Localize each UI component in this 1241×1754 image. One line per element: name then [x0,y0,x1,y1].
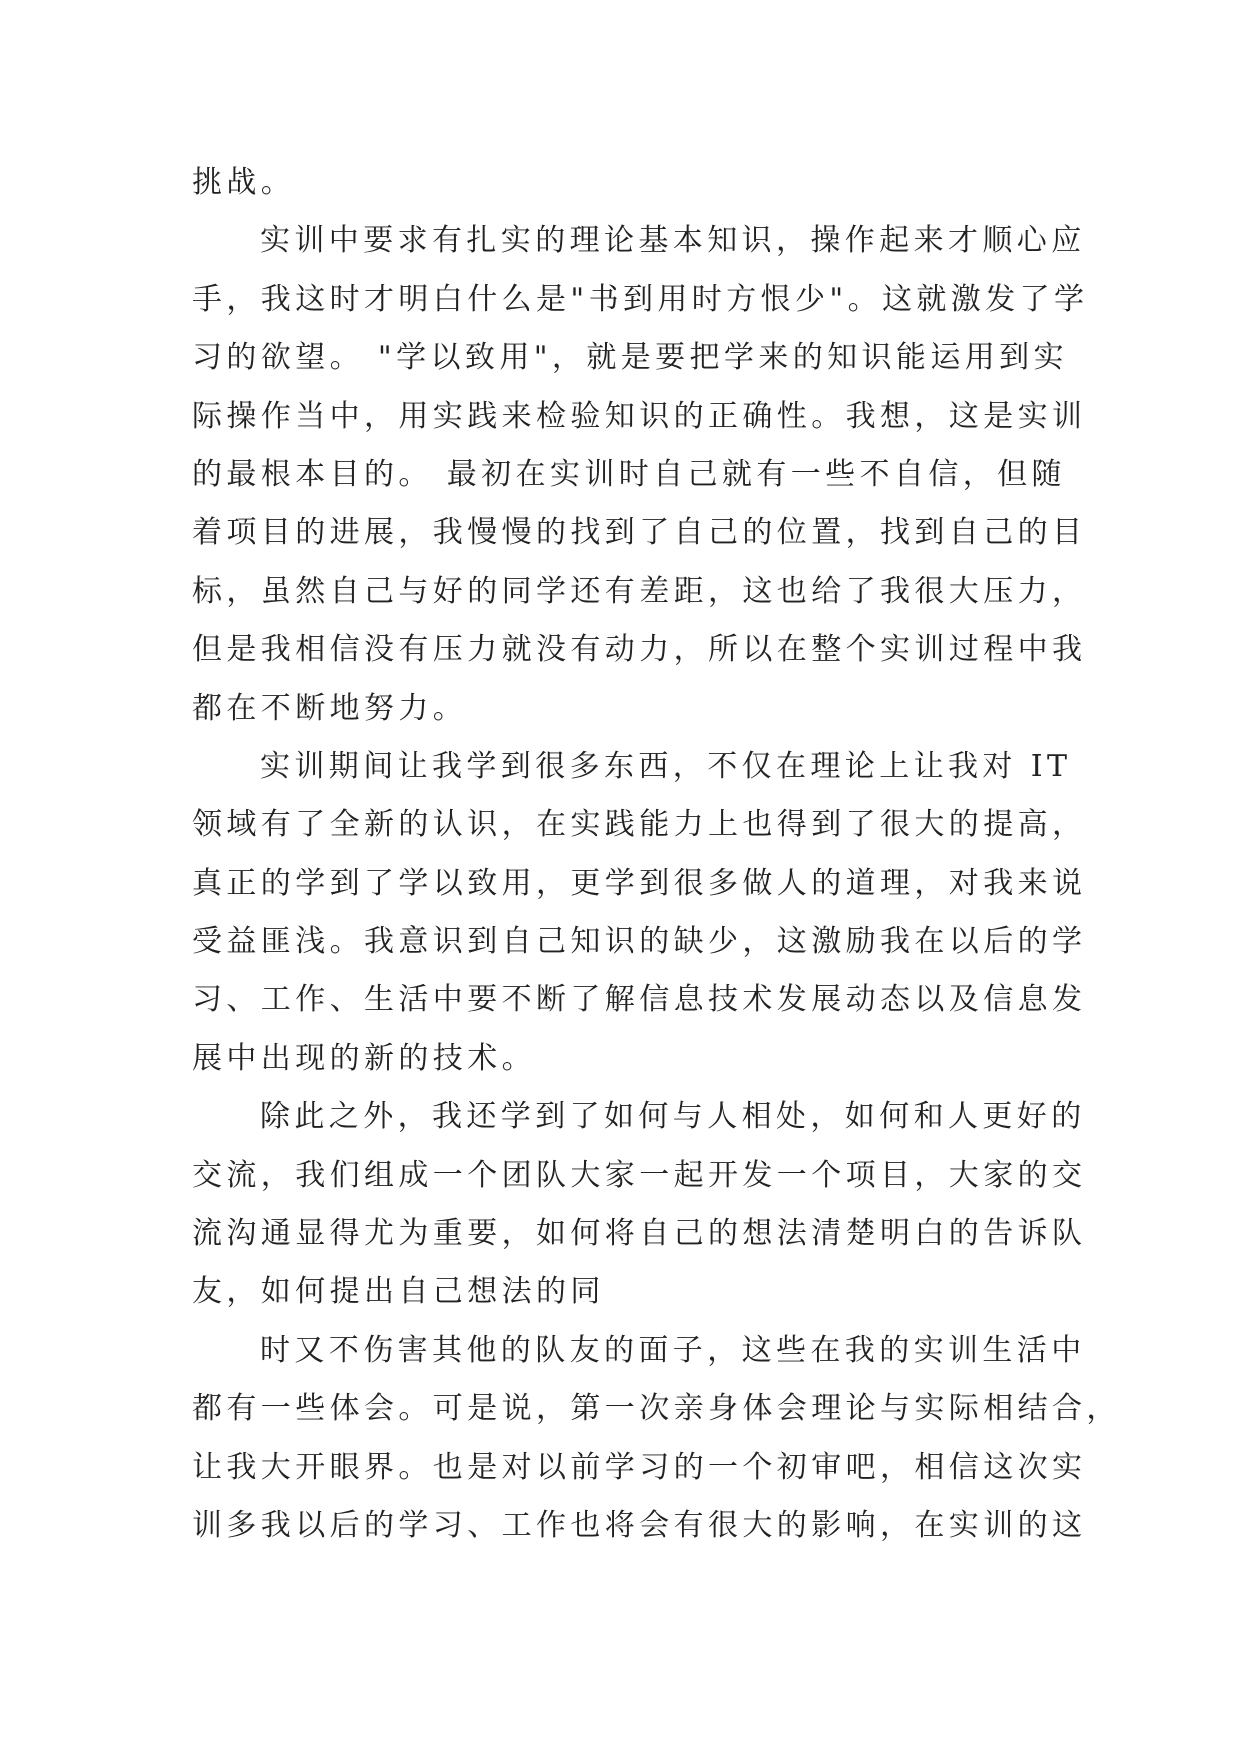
paragraph [192,1322,1121,1556]
text-line: 标，虽然自己与好的同学还有差距，这也给了我很大压力， [192,573,1087,609]
text-line: 都在不断地努力。 [192,690,468,726]
text-line: 展中出现的新的技术。 [192,1040,536,1076]
text-line: 习的欲望。 "学以致用"，就是要把学来的知识能运用到实 [192,340,1068,376]
text-line: 的最根本目的。 最初在实训时自己就有一些不自信，但随 [192,456,1066,492]
text-line: 交流，我们组成一个团队大家一起开发一个项目，大家的交 [192,1157,1087,1193]
paragraph [192,154,1072,212]
paragraph [192,1088,1087,1322]
text-line: 实训期间让我学到很多东西，不仅在理论上让我对 IT [260,748,1072,784]
text-line: 友，如何提出自己想法的同 [192,1274,605,1310]
text-line: 挑战。 [192,165,296,200]
text-line: 真正的学到了学以致用，更学到很多做人的道理，对我来说 [192,865,1087,901]
text-line: 着项目的进展，我慢慢的找到了自己的位置，找到自己的目 [192,515,1087,551]
text-line: 受益匪浅。我意识到自己知识的缺少，这激励我在以后的学 [192,924,1087,960]
text-line: 习、工作、生活中要不断了解信息技术发展动态以及信息发 [192,982,1087,1018]
text-line: 领域有了全新的认识，在实践能力上也得到了很大的提高， [192,807,1087,843]
text-line: 但是我相信没有压力就没有动力，所以在整个实训过程中我 [192,632,1087,668]
text-line: 除此之外，我还学到了如何与人相处，如何和人更好的 [260,1099,1086,1135]
text-line: 时又不伤害其他的队友的面子，这些在我的实训生活中 [260,1332,1086,1368]
text-line: 手，我这时才明白什么是"书到用时方恨少"。这就激发了学 [192,281,1089,317]
text-line: 让我大开眼界。也是对以前学习的一个初审吧，相信这次实 [192,1449,1087,1485]
paragraph [192,738,1087,1088]
text-line: 实训中要求有扎实的理论基本知识，操作起来才顺心应 [260,223,1086,259]
text-line: 流沟通显得尤为重要，如何将自己的想法清楚明白的告诉队 [192,1216,1087,1252]
text-line: 都有一些体会。可是说，第一次亲身体会理论与实际相结合， [192,1391,1121,1427]
paragraph [192,212,1089,738]
document-body [192,154,1121,1555]
text-line: 训多我以后的学习、工作也将会有很大的影响，在实训的这 [192,1507,1087,1543]
text-line: 际操作当中，用实践来检验知识的正确性。我想，这是实训 [192,398,1087,434]
